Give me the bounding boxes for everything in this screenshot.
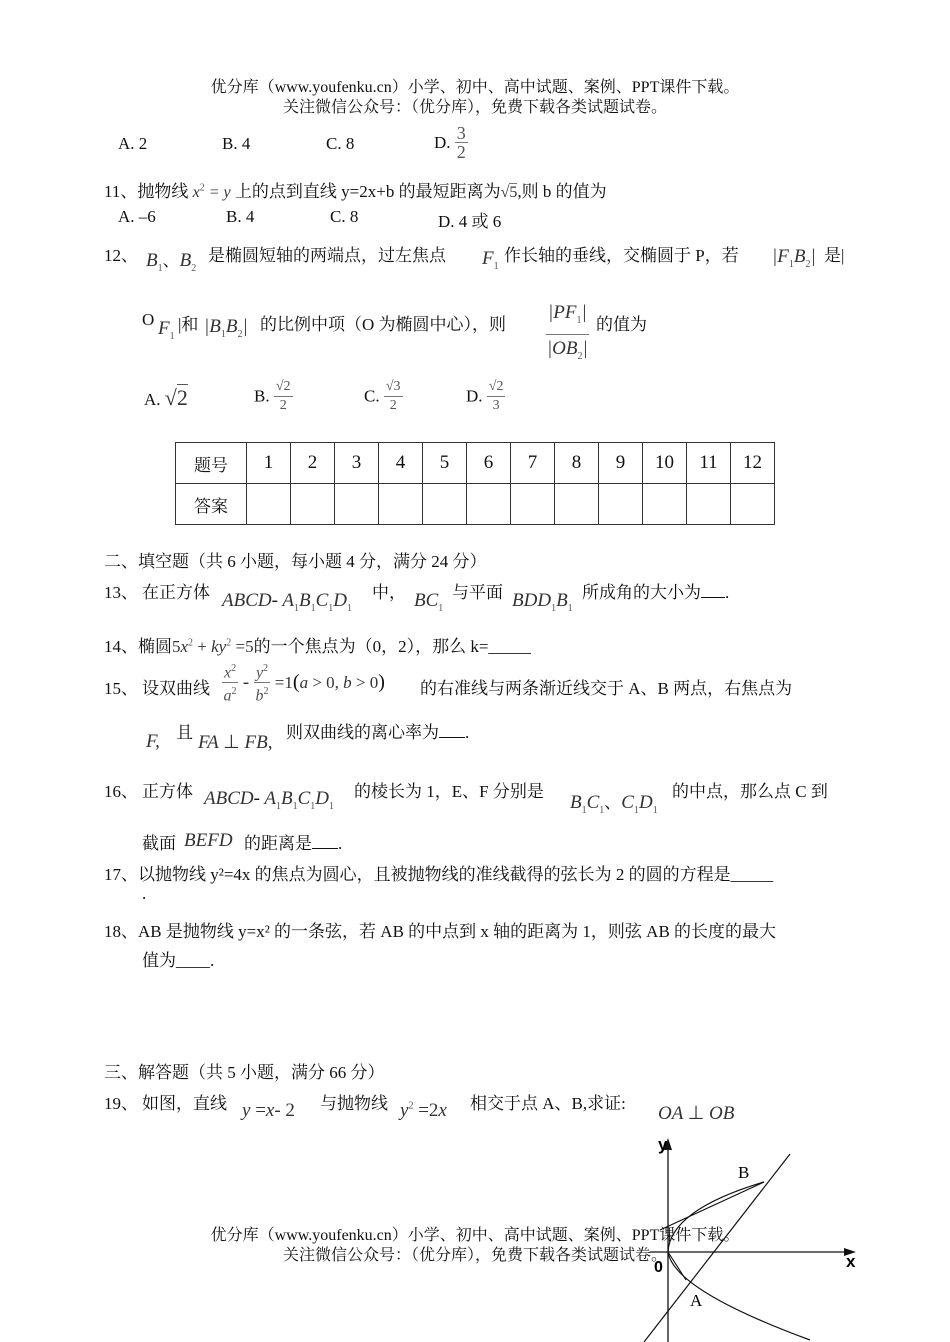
q14-text-1: 椭圆	[138, 637, 172, 656]
q16-text-5-label: 的距离是	[244, 834, 312, 853]
q11-option-c: C. 8	[330, 207, 359, 226]
q15-text-3: 且	[176, 723, 193, 742]
table-label-answer: 答案	[176, 484, 247, 525]
answer-cell[interactable]	[423, 484, 467, 525]
option-label: B.	[254, 386, 270, 406]
q12-formula-abs-f1b2: $|F_1B_2|$	[772, 246, 816, 270]
option-label: C.	[364, 386, 380, 406]
q12-text-3: 是|	[824, 246, 845, 265]
q15-answer-blank[interactable]	[439, 737, 465, 738]
fraction-numerator: 3	[456, 123, 466, 143]
header-line-1: 优分库（www.youfenku.cn）小学、初中、高中试题、案例、PPT课件下载。	[210, 79, 740, 96]
header-line-2: 关注微信公众号：（优分库），免费下载各类试题试卷。	[282, 99, 667, 116]
q12-formula-f1b: $F_1$	[158, 318, 175, 342]
q13-formula-cube: ABCD- $A_1B_1C_1D_1$	[222, 590, 352, 614]
q15-formula-perp: FA ⊥ FB,	[198, 732, 273, 753]
segment-ob	[660, 1182, 764, 1230]
q10-option-a: A. 2	[118, 134, 148, 153]
answer-cell[interactable]	[291, 484, 335, 525]
question-number-cell: 8	[555, 443, 599, 484]
q12-formula-f1: $F_1$	[482, 248, 499, 272]
question-number-cell: 2	[291, 443, 335, 484]
q18-stem	[104, 917, 776, 942]
q13-formula-plane: $BDD_1B_1$	[512, 590, 573, 614]
answer-cell[interactable]	[599, 484, 643, 525]
fraction-denominator: 2	[456, 142, 466, 162]
q14-stem	[104, 632, 531, 657]
q19-formula-perp: OA ⊥ OB	[658, 1103, 735, 1124]
q16-formula-edges: $B_1C_1$、$C_1D_1$	[570, 792, 658, 816]
q13-number: 13、	[104, 583, 138, 602]
question-number-cell: 9	[599, 443, 643, 484]
option-label: A.	[144, 390, 161, 409]
q17-stem	[104, 860, 773, 885]
q12-number: 12、	[104, 246, 138, 265]
q12-text-5: |和	[178, 315, 199, 334]
table-label-number: 题号	[176, 443, 247, 484]
q16-formula-section: BEFD	[184, 830, 233, 851]
q12-text-7: 的值为	[596, 315, 647, 334]
section-3-heading: 三、解答题（共 5 小题，满分 66 分）	[104, 1063, 385, 1082]
q16-number: 16、	[104, 782, 138, 801]
question-number-cell: 10	[643, 443, 687, 484]
question-number-cell: 12	[731, 443, 775, 484]
q16-formula-cube: ABCD- $A_1B_1C_1D_1$	[204, 788, 334, 812]
question-number-cell: 4	[379, 443, 423, 484]
q14-number: 14、	[104, 637, 138, 656]
q15-formula-f: F,	[146, 731, 160, 752]
answer-cell[interactable]	[555, 484, 599, 525]
q16-text-4: 截面	[142, 834, 176, 853]
q12-formula-ratio: $|PF_1|$ $|OB_2|$	[546, 302, 588, 362]
q16-text-1: 正方体	[142, 782, 193, 801]
question-number-cell: 6	[467, 443, 511, 484]
q15-formula-hyperbola: $\frac{x^2}{a^2}$ - $\frac{y^2}{b^2}$ =1(a > 0, b > 0)	[222, 660, 385, 706]
q12-option-c	[364, 378, 403, 415]
q19-formula-parabola: $y^2 =2x$	[400, 1100, 447, 1121]
q16-answer-blank[interactable]	[312, 848, 338, 849]
q18-text-1: AB 是抛物线 y=x² 的一条弦，若 AB 的中点到 x 轴的距离为 1，则弦 AB 的长度的最大	[138, 922, 777, 941]
q11-option-a: A. –6	[118, 207, 156, 226]
q13-text-1: 在正方体	[142, 583, 210, 602]
q18-text-2: 值为____.	[142, 951, 215, 970]
q19-number: 19、	[104, 1094, 138, 1113]
q16-text-3: 的中点，那么点 C 到	[672, 782, 828, 801]
q12-formula-b1b2: $B_1$、$B_2$	[146, 250, 197, 274]
q12-text-2: 作长轴的垂线，交椭圆于 P，若	[504, 246, 739, 265]
q13-answer-blank[interactable]	[701, 597, 725, 598]
answer-cell[interactable]	[247, 484, 291, 525]
q15-text-2: 的右准线与两条渐近线交于 A、B 两点，右焦点为	[420, 679, 793, 698]
q15-text-4-label: 则双曲线的离心率为	[286, 723, 439, 742]
question-number-cell: 1	[247, 443, 291, 484]
q12-option-a	[144, 385, 188, 411]
section-2-heading: 二、填空题（共 6 小题，每小题 4 分，满分 24 分）	[104, 552, 487, 571]
answer-cell[interactable]	[731, 484, 775, 525]
point-b-label: B	[738, 1163, 750, 1182]
q12-text-4: O	[142, 310, 155, 329]
q10-option-d	[434, 124, 468, 161]
q15-text-4	[286, 718, 469, 743]
q11-number: 11、	[104, 182, 138, 201]
answer-table	[175, 442, 775, 525]
point-a-label: A	[690, 1291, 703, 1310]
option-fraction: $\frac{√3}{2}$	[385, 379, 401, 413]
q11-option-b: B. 4	[226, 207, 255, 226]
answer-table-answer-row	[176, 484, 775, 525]
option-fraction: $\frac{√2}{2}$	[275, 379, 291, 413]
q10-option-b: B. 4	[222, 134, 251, 153]
q11-formula-sqrt5: √5	[500, 184, 518, 201]
footer-line-1: 优分库（www.youfenku.cn）小学、初中、高中试题、案例、PPT课件下载。	[210, 1227, 740, 1244]
q12-text-6: 的比例中项（O 为椭圆中心），则	[260, 315, 507, 334]
q13-text-4	[582, 578, 729, 603]
y-axis-label: y	[658, 1135, 668, 1154]
question-number-cell: 3	[335, 443, 379, 484]
q14-formula-ellipse: $5x^2 + ky^2 =5$	[172, 637, 254, 656]
q17-number: 17、	[104, 865, 138, 884]
footer-line-2: 关注微信公众号：（优分库），免费下载各类试题试卷。	[282, 1247, 667, 1264]
answer-table-number-row	[176, 443, 775, 484]
q11-text-2: 上的点到直线 y=2x+b 的最短距离为	[234, 182, 501, 201]
q15-number: 15、	[104, 679, 138, 698]
q11-stem	[104, 177, 607, 202]
q10-option-d-label: D.	[434, 132, 451, 152]
q13-text-5: .	[725, 583, 730, 602]
q10-option-d-fraction	[455, 124, 468, 161]
q13-text-3: 与平面	[452, 583, 503, 602]
q12-option-d	[466, 378, 505, 415]
q16-text-5	[244, 829, 342, 854]
answer-cell[interactable]	[335, 484, 379, 525]
q10-option-c: C. 8	[326, 134, 355, 153]
q13-text-4-label: 所成角的大小为	[582, 583, 701, 602]
x-axis-label: x	[846, 1252, 856, 1271]
question-number-cell: 11	[687, 443, 731, 484]
q19-formula-line: y =x- 2	[242, 1100, 295, 1121]
answer-cell[interactable]	[467, 484, 511, 525]
option-formula: √2	[164, 385, 188, 410]
q12-formula-abs-b1b2: $|B_1B_2|$	[204, 316, 248, 340]
answer-cell[interactable]	[643, 484, 687, 525]
origin-label: 0	[654, 1259, 663, 1276]
answer-cell[interactable]	[379, 484, 423, 525]
q19-text-2: 与抛物线	[320, 1094, 388, 1113]
question-number-cell: 7	[511, 443, 555, 484]
q15-text-1: 设双曲线	[142, 679, 210, 698]
q19-text-1: 如图，直线	[142, 1094, 227, 1113]
q16-text-6: .	[338, 834, 343, 853]
question-number-cell: 5	[423, 443, 467, 484]
q14-text-2: 的一个焦点为（0，2），那么 k=_____	[253, 637, 531, 656]
q17-text: 以抛物线 y²=4x 的焦点为圆心，且被抛物线的准线截得的弦长为 2 的圆的方程是_____	[138, 865, 774, 884]
q15-text-5: .	[465, 723, 470, 742]
option-label: D.	[466, 386, 483, 406]
q11-option-d: D. 4 或 6	[438, 212, 502, 231]
q12-text-1: 是椭圆短轴的两端点，过左焦点	[208, 246, 446, 265]
q17-dot: .	[142, 884, 147, 903]
q11-text-1: 抛物线	[137, 182, 189, 201]
q16-text-2: 的棱长为 1，E、F 分别是	[354, 782, 544, 801]
q11-text-3: ,则 b 的值为	[517, 182, 607, 201]
answer-cell[interactable]	[511, 484, 555, 525]
q19-text-3: 相交于点 A、B,求证:	[470, 1094, 626, 1113]
q13-text-2: 中，	[372, 583, 406, 602]
q13-formula-bc1: $BC_1$	[414, 590, 444, 614]
q11-formula-parabola: $x^2 = y$	[192, 182, 231, 201]
option-fraction: $\frac{√2}{3}$	[488, 379, 504, 413]
q18-number: 18、	[104, 922, 138, 941]
q12-option-b	[254, 378, 293, 415]
answer-cell[interactable]	[687, 484, 731, 525]
